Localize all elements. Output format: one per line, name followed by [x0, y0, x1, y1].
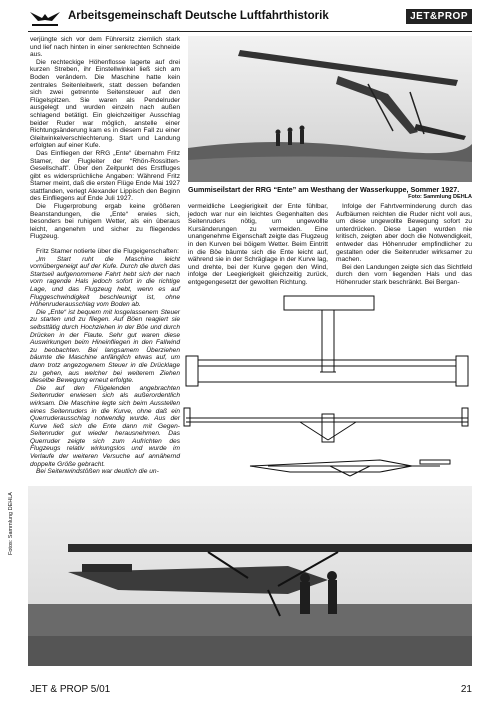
paragraph: verjüngte sich vor dem Führersitz ziemlich stark und lief nach hinten in einer senkrechten Schneide aus.: [30, 36, 180, 59]
glider-ground-photo: [28, 486, 472, 666]
quote-paragraph: „Im Start ruht die Maschine leicht vornübergeneigt auf der Kufe. Durch die durch das Startseil aufgenommene Fahrt hebt sich der nach vorn ragende Hals jedoch sofort in die richtige Lage, und das Flugzeug hebt, wenn es auf Fluggeschwindigkeit beschleunigt ist, ohne Höhenruderausschlag vom Boden ab.: [30, 255, 180, 309]
right-column: [336, 203, 472, 287]
launch-photo: [188, 36, 472, 182]
paragraph: Die rechteckige Höhenflosse lagerte auf drei kurzen Streben, ihr Einstellwinkel ließ sich am Boden verändern. Die Maschine hatte kein zentrales Seitenleitwerk, statt dessen befanden sich zwei getrennte Seitensteuer auf den Flügelspitzen. Sie waren als Pendelruder ausgelegt und wurden einzeln nach außen schlagend betätigt. Ein gleichzeitiger Ausschlag beider Ruder war möglich, anstelle einer Richtungsänderung kam es in diesem Fall zu einer Gleitwinkelverschlechterung. Start und Landung erfolgten auf einer Kufe.: [30, 58, 180, 150]
paragraph: vermeidliche Leegierigkeit der Ente fühlbar, jedoch war nur ein leichtes Gegenhalten des Seitenruders nötig, um ungewollte Kursänderungen zu vermeiden. Eine unangenehme Eigenschaft zeigte das Flugzeug in den Kurven bei böigem Wetter. Beim Eintritt in die Böe bäumte sich die Ente leicht auf, während sie in der Schräglage in der Kurve lag, und drehte, bei der Kurve gegen den Wind, infolge der Leegierigkeit gleichzeitig zurück, entgegengesetzt der gewollten Richtung.: [188, 203, 328, 286]
quote-paragraph: Bei Seitenwindstößen war deutlich die un-: [36, 468, 159, 476]
header-title: Arbeitsgemeinschaft Deutsche Luftfahrthistorik: [68, 10, 329, 22]
three-view-drawing: [180, 290, 472, 480]
paragraph: Das Einfliegen der RRG „Ente“ übernahm Fritz Stamer, der Flugleiter der “Rhön-Rossitten-Gesellschaft”. Über den Zeitpunkt des Erstfluges gibt es widersprüchliche Angaben: Während Fritz Stamer meint, daß die ersten Flüge Ende Mai 1927 stattfanden, verlegt Alexander Lippisch den Beginn des Einfliegens auf Ende Juli 1927.: [30, 149, 180, 203]
paragraph: Infolge der Fahrtverminderung durch das Aufbäumen reichten die Ruder nicht voll aus, um diese ungewollte Bewegung sofort zu unterdrücken. Diese Lagen wurden nie kritisch, zeigten aber doch die Notwendigkeit, entweder das Höhenruder empfindlicher zu gestalten oder die Seitenruder wirksamer zu machen.: [336, 203, 472, 264]
middle-column: [188, 203, 328, 287]
glider-on-ground-image-icon: [28, 486, 472, 666]
quote-paragraph: Die auf den Flügelenden angebrachten Seitenruder erwiesen sich als außerordentlich wirksam. Die Maschine legte sich beim Ausstellen eines Seitenruders in die Kurve, ohne daß ein Querruderausschlag notwendig wurde. Aus der Kurve ließ sich die Ente dann mit Gegen-Seitenruder gut wieder herausnehmen. Das Querruder zeigte sich zum Aufrichten des Flugzeugs relativ wirkungslos und wurde im Verlaufe der weiteren Versuche auf annähernd doppelte Größe gebracht.: [30, 384, 180, 468]
side-photo-credit: Fotos: Sammlung DEHLA: [8, 492, 14, 555]
aircraft-three-view-icon: [180, 290, 472, 480]
quote-paragraph: Die „Ente“ ist bequem mit losgelassenem Steuer zu starten und zu fliegen. Auf Böen reagiert sie selbsttätig durch Hochziehen in der Böe und durch Drücken in der Flaute. Sehr gut waren diese Auswirkungen beim Hineinfliegen in den Fallwind zu beobachten. Bei langsamem Überziehen bäumte die Maschine anfänglich etwas auf, um dann trotz angezogenem Steuer in die Drücklage zu gehen, aus welcher bei weiterem Ziehen dieselbe Bewegung erneut erfolgte.: [30, 308, 180, 385]
page-header: [28, 8, 472, 30]
eagle-logo-icon: [28, 8, 62, 30]
left-column: [30, 36, 180, 476]
glider-launch-image-icon: [188, 36, 472, 182]
photo-credit: Foto: Sammlung DEHLA: [408, 194, 472, 200]
paragraph: Die Flugerprobung ergab keine größeren Beanstandungen, die „Ente“ erwies sich, besonders bei ruhigem Wetter, als ein überaus leicht, angenehm und sicher zu fliegendes Flugzeug.: [30, 203, 180, 241]
paragraph: Bei den Landungen zeigte sich das Sichtfeld durch den vorn liegenden Hals und das Höhenruder stark beschränkt. Bei Bergan-: [336, 263, 472, 286]
header-brand: JET&PROP: [406, 9, 472, 24]
footer-issue: JET & PROP 5/01: [30, 684, 111, 695]
photo-caption: Gummiseilstart der RRG “Ente” am Westhang der Wasserkuppe, Sommer 1927.: [188, 185, 460, 194]
page-number: 21: [460, 684, 472, 695]
paragraph: Fritz Stamer notierte über die Flugeigenschaften:: [36, 248, 179, 256]
header-rule: [28, 31, 472, 32]
